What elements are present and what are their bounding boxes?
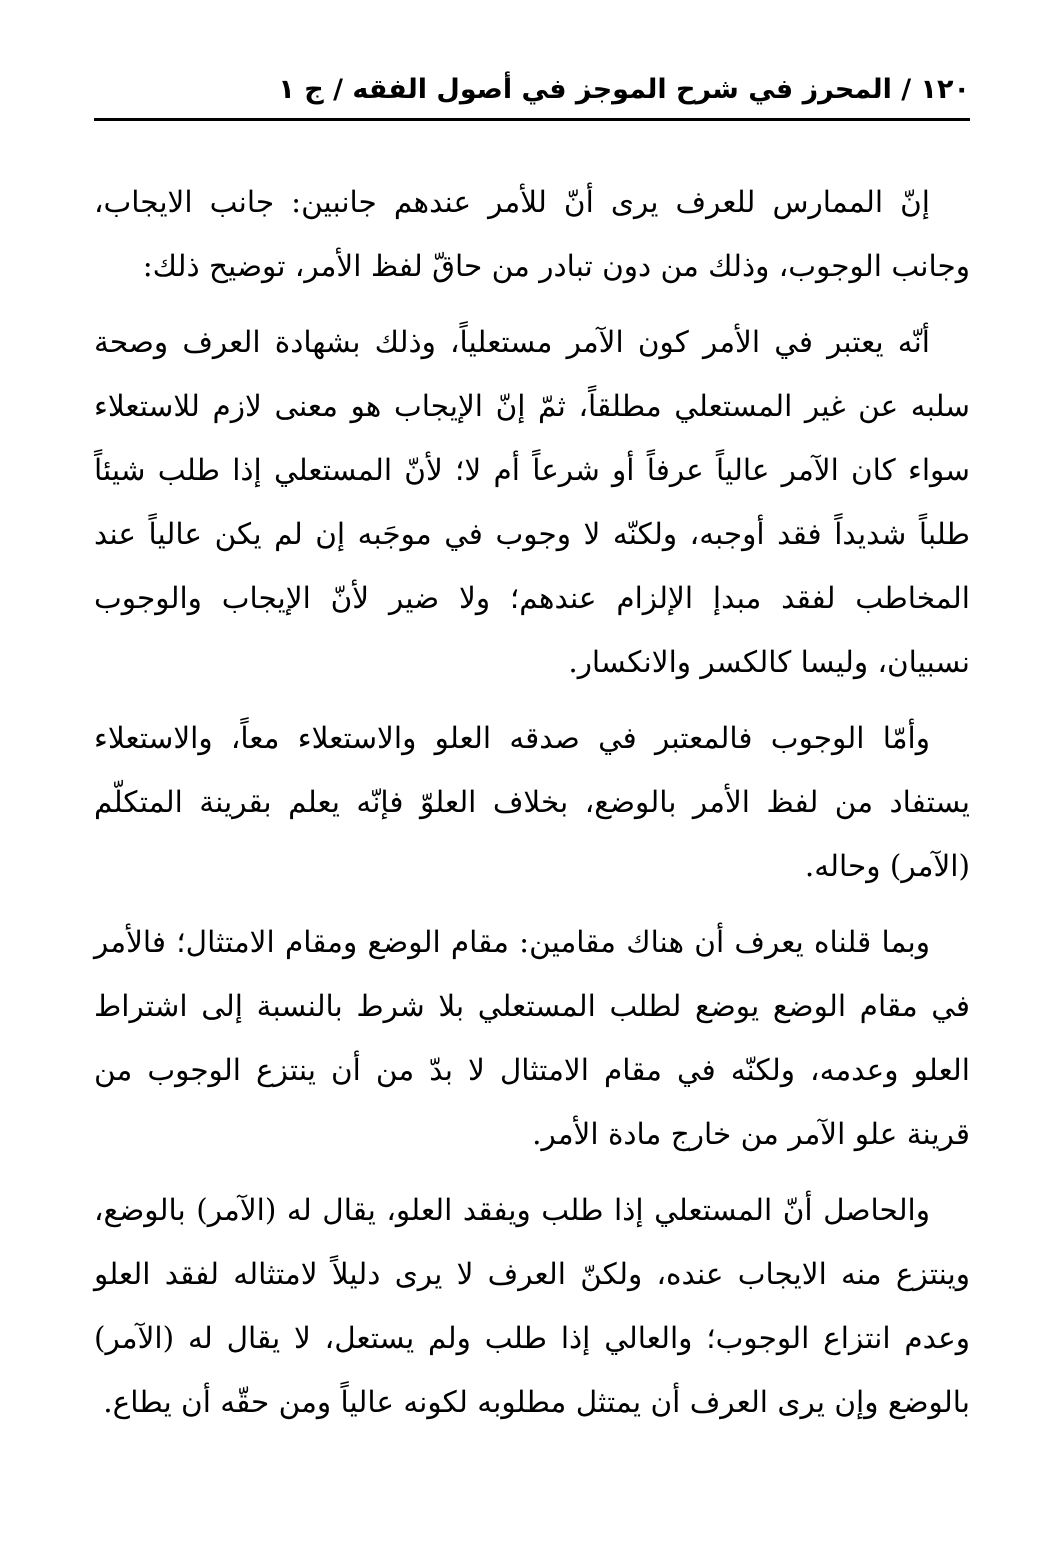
page-body (94, 170, 970, 1446)
paragraph-3: وأمّا الوجوب فالمعتبر في صدقه العلو والاستعلاء معاً، والاستعلاء يستفاد من لفظ الأمر بالوضع، بخلاف العلوّ فإنّه يعلم بقرينة المتكلّم (الآمر) وحاله. (94, 721, 970, 883)
paragraph-5: والحاصل أنّ المستعلي إذا طلب ويفقد العلو، يقال له (الآمر) بالوضع، وينتزع منه الايجاب عنده، ولكنّ العرف لا يرى دليلاً لامتثاله لفقد العلو وعدم انتزاع الوجوب؛ والعالي إذا طلب ولم يستعل، لا يقال له (الآمر) بالوضع وإن يرى العرف أن يمتثل مطلوبه لكونه عالياً ومن حقّه أن يطاع. (94, 1193, 970, 1419)
paragraph-2: أنّه يعتبر في الأمر كون الآمر مستعلياً، وذلك بشهادة العرف وصحة سلبه عن غير المستعلي مطلقاً، ثمّ إنّ الإيجاب هو معنى لازم للاستعلاء سواء كان الآمر عالياً عرفاً أو شرعاً أم لا؛ لأنّ المستعلي إذا طلب شيئاً طلباً شديداً فقد أوجبه، ولكنّه لا وجوب في موجَبه إن لم يكن عالياً عند المخاطب لفقد مبدإ الإلزام عندهم؛ ولا ضير لأنّ الإيجاب والوجوب نسبيان، وليسا كالكسر والانكسار. (94, 325, 970, 679)
paragraph-4: وبما قلناه يعرف أن هناك مقامين: مقام الوضع ومقام الامتثال؛ فالأمر في مقام الوضع يوضع لطلب المستعلي بلا شرط بالنسبة إلى اشتراط العلو وعدمه، ولكنّه في مقام الامتثال لا بدّ من أن ينتزع الوجوب من قرينة علو الآمر من خارج مادة الأمر. (94, 925, 970, 1151)
running-header: ١٢٠ / المحرز في شرح الموجز في أصول الفقه / ج ١ (278, 74, 970, 105)
header-rule (94, 118, 970, 121)
paragraph-1: إنّ الممارس للعرف يرى أنّ للأمر عندهم جانبين: جانب الايجاب، وجانب الوجوب، وذلك من دون تبادر من حاقّ لفظ الأمر، توضيح ذلك: (94, 185, 970, 283)
